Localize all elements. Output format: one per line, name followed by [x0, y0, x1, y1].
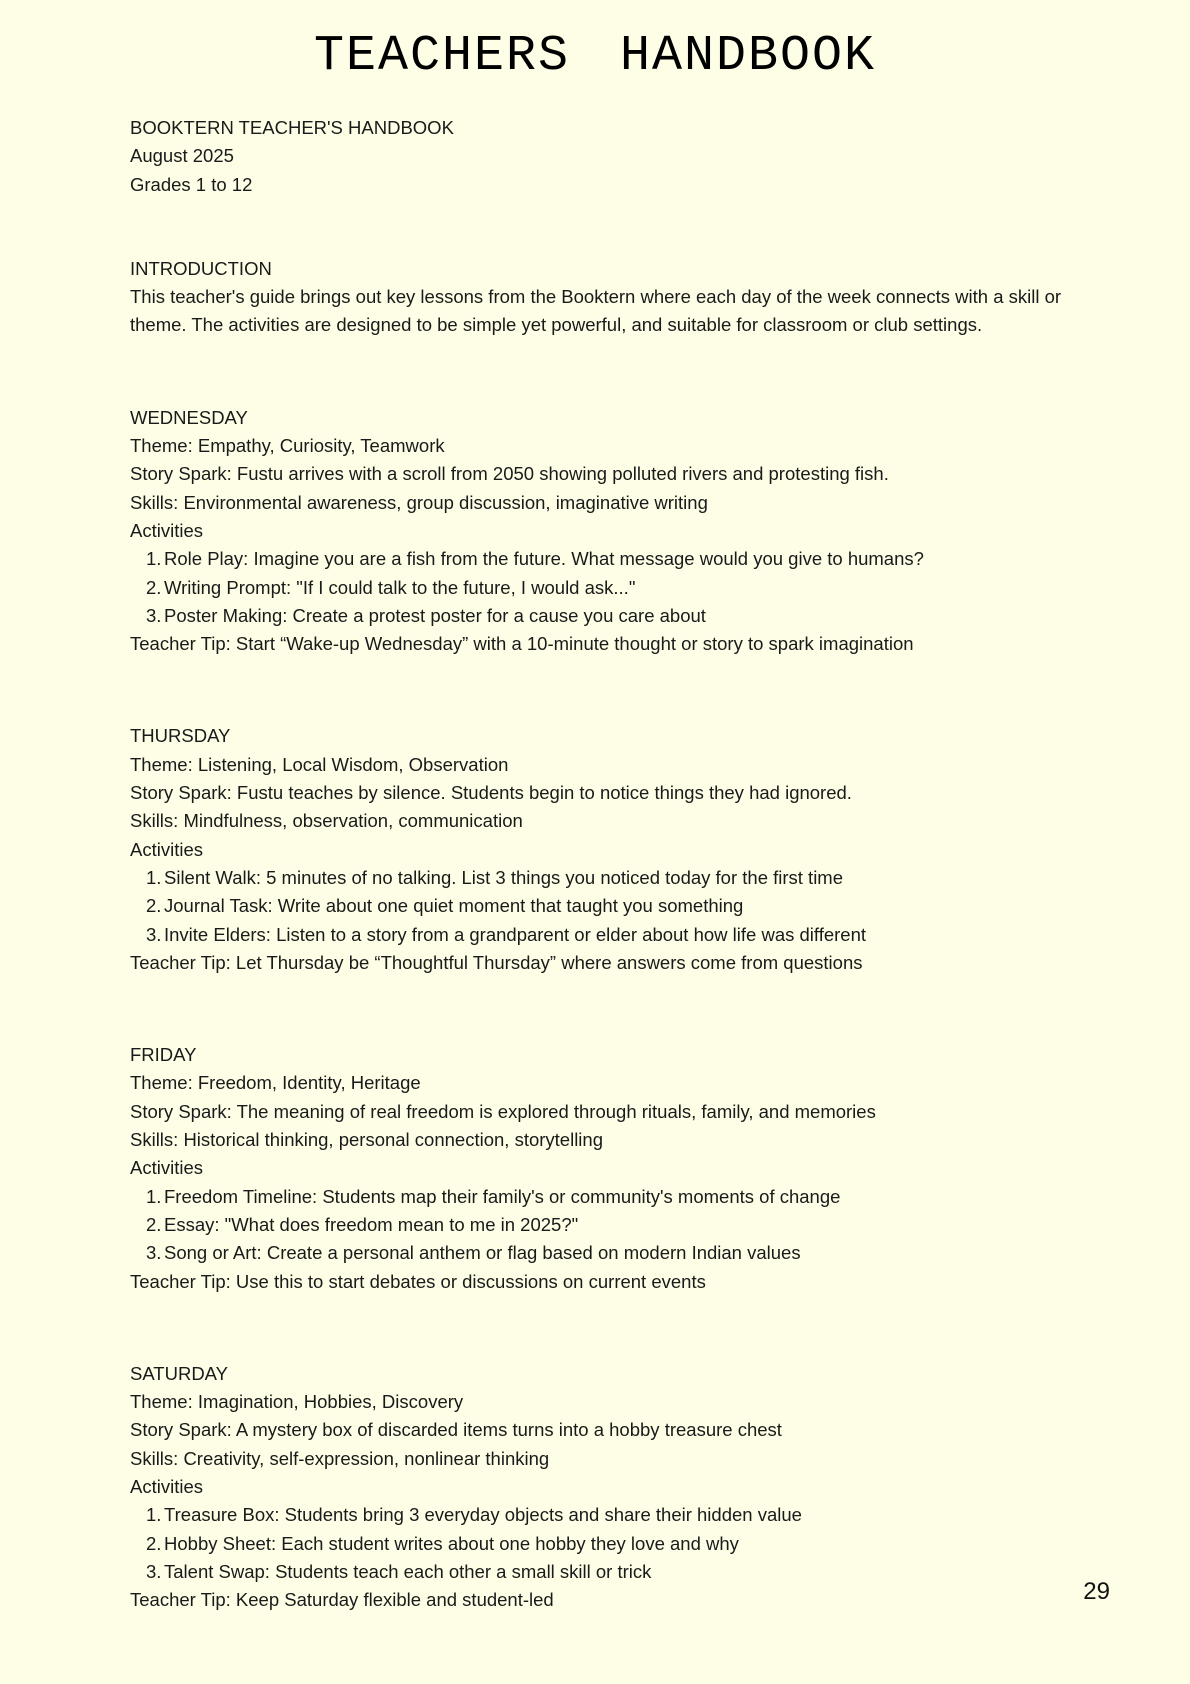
teacher-tip-line: Teacher Tip: Let Thursday be “Thoughtful Thursday” where answers come from questions	[130, 951, 863, 973]
page-title: TEACHERS HANDBOOK	[313, 28, 877, 85]
list-item	[146, 1183, 1090, 1211]
handbook-grades: Grades 1 to 12	[130, 173, 253, 195]
list-number: 3.	[146, 1242, 162, 1264]
list-text: Talent Swap: Students teach each other a small skill or trick	[164, 1560, 652, 1582]
list-item	[146, 1501, 1090, 1529]
activities-label: Activities	[130, 1475, 203, 1497]
list-item	[146, 1211, 1090, 1239]
activities-label: Activities	[130, 1157, 203, 1179]
activities-list	[130, 1183, 1090, 1268]
list-number: 2.	[146, 1213, 162, 1235]
list-item	[146, 574, 1090, 602]
list-item	[146, 1530, 1090, 1558]
section-heading: WEDNESDAY	[130, 406, 248, 428]
day-section-friday	[130, 1041, 1090, 1296]
list-item	[146, 1558, 1090, 1586]
theme-line: Theme: Freedom, Identity, Heritage	[130, 1072, 421, 1094]
list-item	[146, 921, 1090, 949]
list-text: Essay: "What does freedom mean to me in 2025?"	[164, 1213, 579, 1235]
story-spark-line: Story Spark: A mystery box of discarded items turns into a hobby treasure chest	[130, 1419, 782, 1441]
list-number: 3.	[146, 604, 162, 626]
document-body	[130, 114, 1090, 1614]
list-text: Freedom Timeline: Students map their family's or community's moments of change	[164, 1185, 841, 1207]
introduction-section	[130, 255, 1090, 340]
activities-list	[130, 545, 1090, 630]
list-text: Invite Elders: Listen to a story from a grandparent or elder about how life was different	[164, 923, 867, 945]
list-number: 2.	[146, 576, 162, 598]
section-heading: INTRODUCTION	[130, 257, 272, 279]
list-number: 1.	[146, 866, 162, 888]
handbook-name: BOOKTERN TEACHER'S HANDBOOK	[130, 117, 454, 138]
list-number: 1.	[146, 1504, 162, 1526]
theme-line: Theme: Empathy, Curiosity, Teamwork	[130, 435, 445, 457]
list-number: 2.	[146, 895, 162, 917]
list-text: Silent Walk: 5 minutes of no talking. List 3 things you noticed today for the first time	[164, 866, 844, 888]
activities-list	[130, 1501, 1090, 1586]
story-spark-line: Story Spark: Fustu arrives with a scroll from 2050 showing polluted rivers and protesting fish.	[130, 463, 889, 485]
list-text: Treasure Box: Students bring 3 everyday objects and share their hidden value	[164, 1504, 802, 1526]
activities-label: Activities	[130, 519, 203, 541]
handbook-date: August 2025	[130, 145, 234, 167]
section-heading: SATURDAY	[130, 1362, 228, 1384]
list-number: 1.	[146, 548, 162, 570]
skills-line: Skills: Environmental awareness, group discussion, imaginative writing	[130, 491, 708, 513]
list-text: Role Play: Imagine you are a fish from the future. What message would you give to humans?	[164, 548, 924, 570]
story-spark-line: Story Spark: The meaning of real freedom is explored through rituals, family, and memories	[130, 1100, 876, 1122]
list-number: 3.	[146, 923, 162, 945]
list-text: Song or Art: Create a personal anthem or flag based on modern Indian values	[164, 1242, 801, 1264]
introduction-text: This teacher's guide brings out key lessons from the Booktern where each day of the week connects with a skill or theme. The activities are designed to be simple yet powerful, and suitable for classroom or club settings.	[130, 286, 1062, 336]
day-section-thursday	[130, 722, 1090, 977]
list-text: Journal Task: Write about one quiet moment that taught you something	[164, 895, 744, 917]
list-item	[146, 1239, 1090, 1267]
list-item	[146, 602, 1090, 630]
teacher-tip-line: Teacher Tip: Start “Wake-up Wednesday” with a 10-minute thought or story to spark imagination	[130, 633, 914, 655]
skills-line: Skills: Historical thinking, personal connection, storytelling	[130, 1129, 603, 1151]
list-item	[146, 892, 1090, 920]
list-number: 1.	[146, 1185, 162, 1207]
list-text: Poster Making: Create a protest poster for a cause you care about	[164, 604, 706, 626]
document-meta	[130, 114, 1090, 199]
activities-list	[130, 864, 1090, 949]
day-section-saturday	[130, 1360, 1090, 1615]
story-spark-line: Story Spark: Fustu teaches by silence. Students begin to notice things they had ignored.	[130, 782, 852, 804]
list-item	[146, 545, 1090, 573]
list-text: Writing Prompt: "If I could talk to the future, I would ask..."	[164, 576, 636, 598]
list-number: 2.	[146, 1532, 162, 1554]
skills-line: Skills: Mindfulness, observation, communication	[130, 810, 523, 832]
theme-line: Theme: Imagination, Hobbies, Discovery	[130, 1391, 464, 1413]
skills-line: Skills: Creativity, self-expression, nonlinear thinking	[130, 1447, 550, 1469]
list-text: Hobby Sheet: Each student writes about one hobby they love and why	[164, 1532, 739, 1554]
list-number: 3.	[146, 1560, 162, 1582]
teacher-tip-line: Teacher Tip: Use this to start debates or discussions on current events	[130, 1270, 706, 1292]
list-item	[146, 864, 1090, 892]
day-section-wednesday	[130, 404, 1090, 659]
activities-label: Activities	[130, 838, 203, 860]
teacher-tip-line: Teacher Tip: Keep Saturday flexible and student-led	[130, 1589, 554, 1611]
page-number: 29	[1083, 1578, 1110, 1605]
section-heading: THURSDAY	[130, 725, 231, 747]
section-heading: FRIDAY	[130, 1044, 197, 1066]
theme-line: Theme: Listening, Local Wisdom, Observation	[130, 753, 509, 775]
